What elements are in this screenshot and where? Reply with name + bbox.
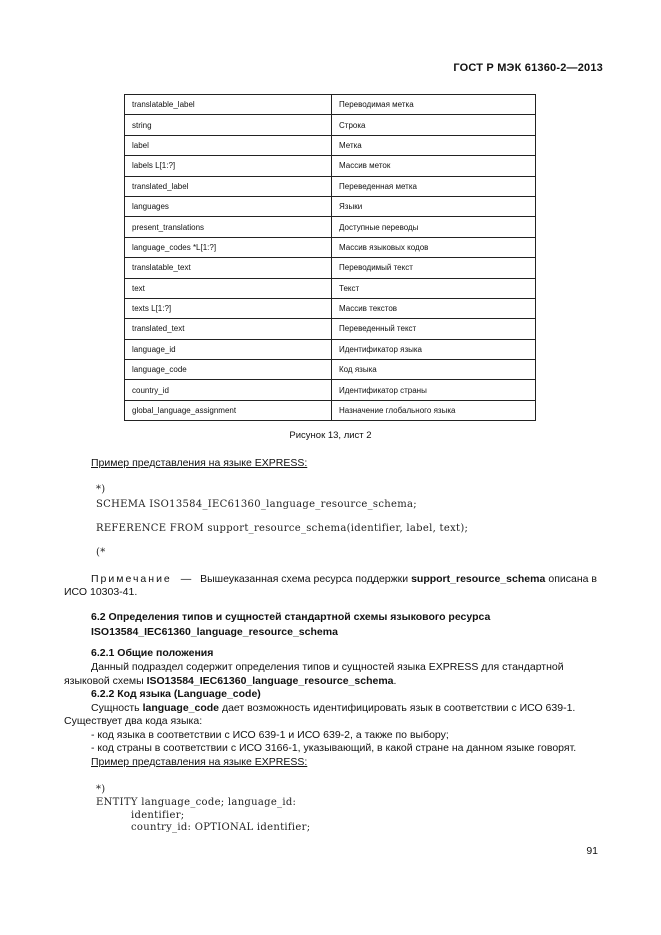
- express-term-cell: translatable_text: [125, 258, 332, 278]
- express-term-cell: labels L[1:?]: [125, 156, 332, 176]
- code2-line3: identifier;: [131, 810, 185, 821]
- table-row: [125, 237, 536, 257]
- russian-term-cell: Языки: [332, 196, 536, 216]
- figure-table: [124, 94, 536, 421]
- para-period: .: [393, 675, 397, 687]
- table-row: [125, 298, 536, 318]
- example-heading-2: Пример представления на языке EXPRESS:: [91, 756, 308, 768]
- section-6-2-title-line2: ISO13584_IEC61360_language_resource_schema: [91, 626, 338, 638]
- section-6-2-1-para-line1: Данный подраздел содержит определения типов и сущностей языка EXPRESS для стандартной: [91, 661, 564, 673]
- table-row: [125, 115, 536, 135]
- section-6-2-1-para-line2: [64, 675, 396, 689]
- note-line1: [91, 573, 597, 587]
- russian-term-cell: Переводимый текст: [332, 258, 536, 278]
- example-heading-1: Пример представления на языке EXPRESS:: [91, 457, 308, 469]
- table-row: [125, 319, 536, 339]
- express-term-cell: language_code: [125, 360, 332, 380]
- table-row: [125, 95, 536, 115]
- para-text-b: дает возможность идентифицировать язык в соответствии с ИСО 639-1.: [221, 702, 576, 714]
- russian-term-cell: Переведенная метка: [332, 176, 536, 196]
- express-term-cell: language_id: [125, 339, 332, 359]
- express-term-cell: global_language_assignment: [125, 400, 332, 420]
- table-row: [125, 176, 536, 196]
- bullet-2: - код страны в соответствии с ИСО 3166-1, указывающий, в какой стране на данном языке говорят.: [91, 742, 577, 754]
- section-6-2-2-title: 6.2.2 Код языка (Language_code): [91, 688, 261, 700]
- code2-line2: ENTITY language_code; language_id:: [96, 797, 297, 808]
- express-term-cell: country_id: [125, 380, 332, 400]
- code1-line2: SCHEMA ISO13584_IEC61360_language_resource_schema;: [96, 499, 417, 510]
- table-row: [125, 135, 536, 155]
- express-term-cell: present_translations: [125, 217, 332, 237]
- express-term-cell: translated_label: [125, 176, 332, 196]
- code2-line4: country_id: OPTIONAL identifier;: [131, 822, 311, 833]
- note-term: support_resource_schema: [411, 573, 546, 585]
- express-term-cell: translated_text: [125, 319, 332, 339]
- note-dash: —: [180, 573, 192, 585]
- para-text: Сущность: [91, 702, 140, 714]
- schema-term: ISO13584_IEC61360_language_resource_schema: [146, 675, 394, 687]
- section-6-2-2-para-line2: Существует два кода языка:: [64, 715, 203, 727]
- russian-term-cell: Метка: [332, 135, 536, 155]
- table-row: [125, 196, 536, 216]
- express-term-cell: text: [125, 278, 332, 298]
- russian-term-cell: Код языка: [332, 360, 536, 380]
- russian-term-cell: Доступные переводы: [332, 217, 536, 237]
- russian-term-cell: Идентификатор языка: [332, 339, 536, 359]
- table-row: [125, 400, 536, 420]
- russian-term-cell: Переводимая метка: [332, 95, 536, 115]
- page-number: 91: [586, 845, 598, 857]
- express-term-cell: texts L[1:?]: [125, 298, 332, 318]
- bullet-1: - код языка в соответствии с ИСО 639-1 и ИСО 639-2, а также по выбору;: [91, 729, 449, 741]
- code1-line4: (*: [96, 547, 106, 558]
- code1-line1: *): [96, 484, 106, 495]
- russian-term-cell: Переведенный текст: [332, 319, 536, 339]
- table-row: [125, 278, 536, 298]
- russian-term-cell: Массив языковых кодов: [332, 237, 536, 257]
- note-label: Примечание: [91, 573, 172, 585]
- table-row: [125, 258, 536, 278]
- document-header: ГОСТ Р МЭК 61360-2—2013: [453, 62, 603, 74]
- note-text-a: Вышеуказанная схема ресурса поддержки: [200, 573, 409, 585]
- code2-line1: *): [96, 784, 106, 795]
- russian-term-cell: Массив текстов: [332, 298, 536, 318]
- note-text-b: описана в: [548, 573, 597, 585]
- russian-term-cell: Назначение глобального языка: [332, 400, 536, 420]
- russian-term-cell: Массив меток: [332, 156, 536, 176]
- express-term-cell: languages: [125, 196, 332, 216]
- code1-line3: REFERENCE FROM support_resource_schema(identifier, label, text);: [96, 523, 469, 534]
- note-line2: ИСО 10303-41.: [64, 586, 138, 598]
- russian-term-cell: Идентификатор страны: [332, 380, 536, 400]
- table-row: [125, 360, 536, 380]
- section-6-2-title-line1: 6.2 Определения типов и сущностей стандартной схемы языкового ресурса: [91, 611, 491, 623]
- express-term-cell: label: [125, 135, 332, 155]
- entity-term: language_code: [142, 702, 220, 714]
- express-term-cell: string: [125, 115, 332, 135]
- table-row: [125, 339, 536, 359]
- table-row: [125, 156, 536, 176]
- russian-term-cell: Текст: [332, 278, 536, 298]
- express-term-cell: translatable_label: [125, 95, 332, 115]
- figure-caption: Рисунок 13, лист 2: [289, 430, 372, 441]
- express-term-cell: language_codes *L[1:?]: [125, 237, 332, 257]
- table-row: [125, 217, 536, 237]
- russian-term-cell: Строка: [332, 115, 536, 135]
- para-text: языковой схемы: [64, 675, 144, 687]
- table-row: [125, 380, 536, 400]
- section-6-2-2-para-line1: [91, 702, 575, 716]
- section-6-2-1-title: 6.2.1 Общие положения: [91, 647, 214, 659]
